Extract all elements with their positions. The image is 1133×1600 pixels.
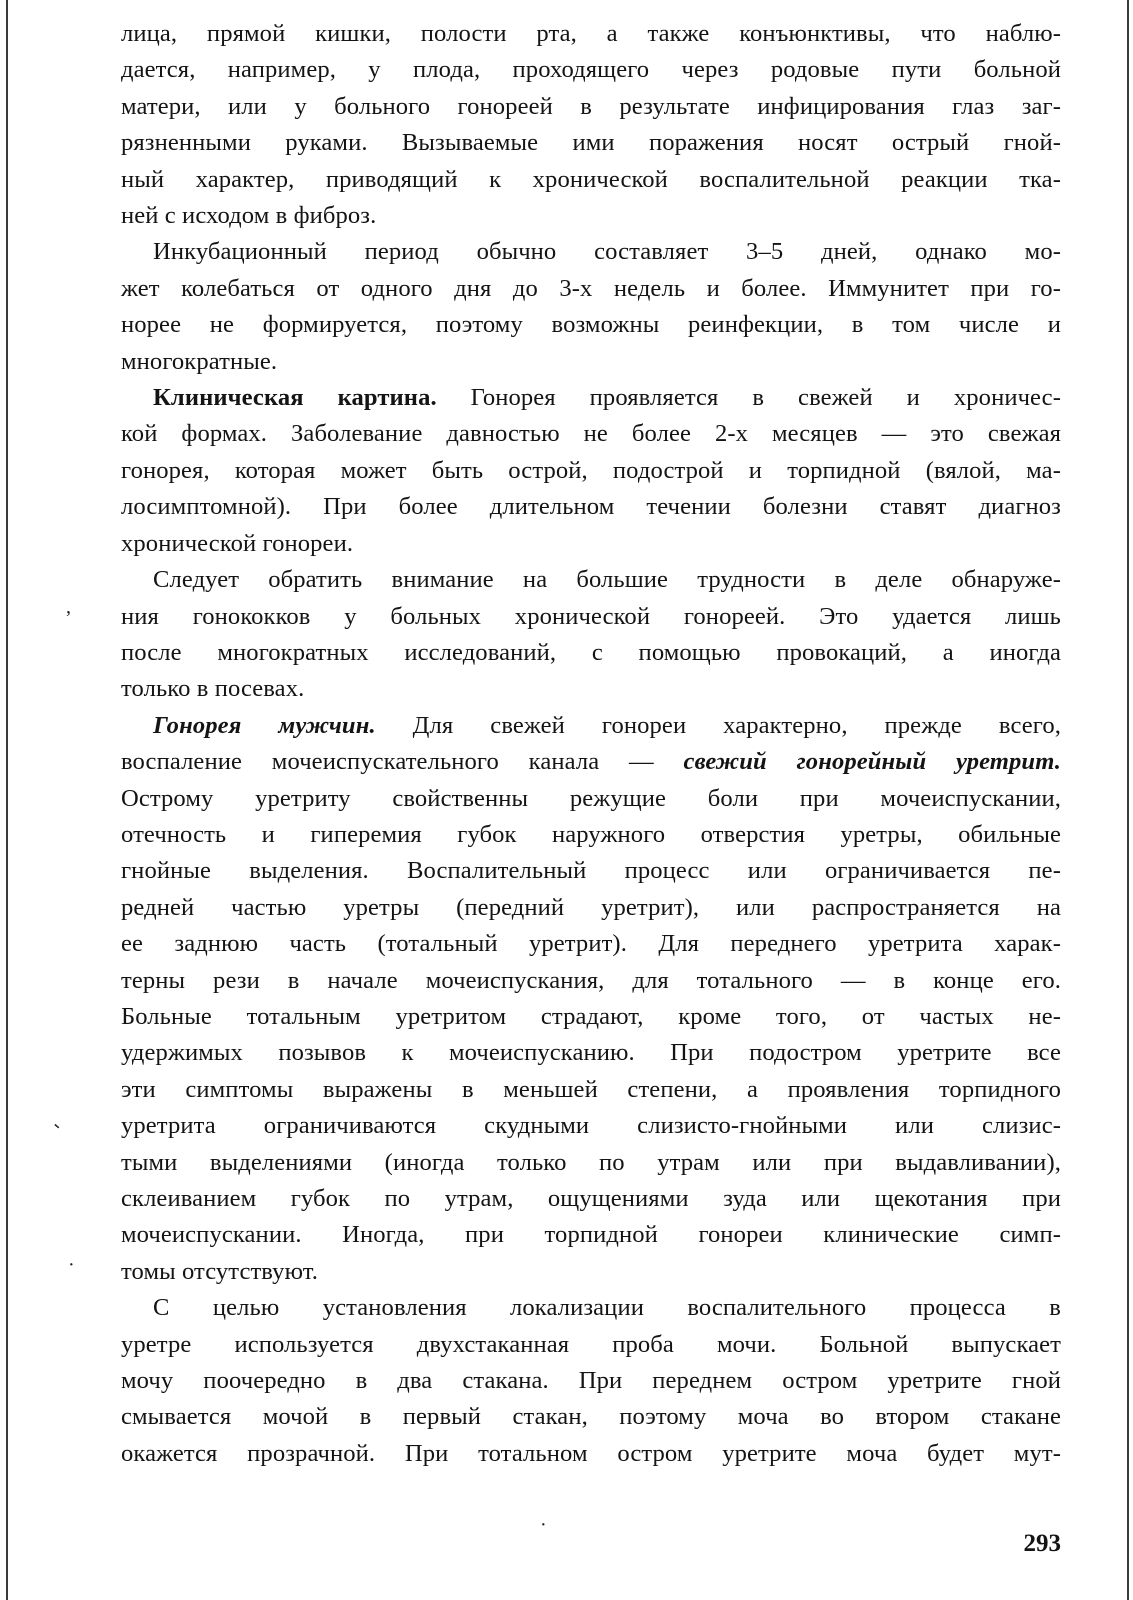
text-fragment: Гонорея проявляется в свежей и хроничес-: [436, 384, 1061, 412]
page-border-right: [1127, 0, 1129, 1600]
page-number: 293: [1023, 1530, 1061, 1557]
term-fresh-urethritis: свежий гонорейный уретрит.: [683, 748, 1061, 776]
text-line: лосимптомной). При более длительном течении болезни ставят диагноз: [121, 493, 1061, 521]
text-line: только в посевах.: [121, 675, 305, 703]
text-line: тыми выделениями (иногда только по утрам или при выдавливании),: [121, 1148, 1061, 1176]
text-line: склеиванием губок по утрам, ощущениями зуда или щекотания при: [121, 1185, 1061, 1212]
text-line: эти симптомы выражены в меньшей степени, а проявления торпидного: [121, 1075, 1061, 1103]
text-line: гнойные выделения. Воспалительный процесс или ограничивается пе-: [121, 857, 1061, 885]
text-line: после многократных исследований, с помощью провокаций, а иногда: [121, 638, 1061, 666]
text-line: дается, например, у плода, проходящего через родовые пути больной: [121, 56, 1061, 84]
text-line: удержимых позывов к мочеиспусканию. При подостром уретрите все: [121, 1039, 1061, 1067]
margin-mark: ·: [540, 1514, 547, 1536]
text-line: ней с исходом в фиброз.: [121, 202, 377, 230]
text-line: гонорея, которая может быть острой, подострой и торпидной (вялой, ма-: [121, 456, 1061, 484]
text-line: отечность и гиперемия губок наружного отверстия уретры, обильные: [121, 820, 1061, 848]
page-border-left: [6, 0, 8, 1600]
text-line: хронической гонореи.: [121, 529, 354, 557]
text-line: кой формах. Заболевание давностью не более 2-х месяцев — это свежая: [121, 420, 1061, 448]
margin-mark: ,: [66, 596, 71, 618]
text-line: окажется прозрачной. При тотальном остром уретрите моча будет мут-: [121, 1439, 1061, 1467]
text-line: рязненными руками. Вызываемые ими поражения носят острый гной-: [121, 129, 1061, 157]
text-line: ный характер, приводящий к хронической воспалительной реакции тка-: [121, 165, 1061, 193]
text-line: Острому уретриту свойственны режущие боли при мочеиспускании,: [121, 784, 1061, 812]
text-fragment: Для свежей гонореи характерно, прежде всего,: [375, 711, 1062, 739]
text-line: ния гонококков у больных хронической гонореей. Это удается лишь: [121, 602, 1061, 630]
text-line: лица, прямой кишки, полости рта, а также конъюнктивы, что наблю-: [121, 20, 1061, 47]
text-line: терны рези в начале мочеиспускания, для тотального — в конце его.: [121, 966, 1061, 994]
text-line: Следует обратить внимание на большие трудности в деле обнаруже-: [153, 566, 1061, 594]
margin-mark: ·: [68, 1254, 75, 1276]
text-line: мочу поочередно в два стакана. При переднем остром уретрите гной: [121, 1367, 1061, 1395]
text-line: ее заднюю часть (тотальный уретрит). Для переднего уретрита харак-: [121, 930, 1061, 958]
text-line: Больные тотальным уретритом страдают, кроме того, от частых не-: [121, 1002, 1061, 1030]
text-line: редней частью уретры (передний уретрит), или распространяется на: [121, 893, 1061, 921]
heading-male-gonorrhea: Гонорея мужчин.: [153, 711, 376, 739]
text-line: [121, 708, 1061, 744]
text-line: С целью установления локализации воспалительного процесса в: [153, 1294, 1061, 1322]
text-line: мочеиспускании. Иногда, при торпидной гонореи клинические симп-: [121, 1221, 1061, 1249]
text-line: [121, 744, 1061, 780]
text-line: смывается мочой в первый стакан, поэтому моча во втором стакане: [121, 1403, 1061, 1431]
text-line: Инкубационный период обычно составляет 3–5 дней, однако мо-: [153, 238, 1061, 266]
text-line: томы отсутствуют.: [121, 1257, 318, 1285]
text-fragment: воспаление мочеиспускательного канала —: [121, 748, 684, 776]
heading-clinical-picture: Клиническая картина.: [153, 384, 437, 412]
text-line: норее не формируется, поэтому возможны реинфекции, в том числе и: [121, 311, 1061, 339]
body-text: [121, 16, 1061, 1472]
margin-mark: -: [48, 1114, 68, 1136]
text-line: [121, 380, 1061, 416]
text-line: многократные.: [121, 347, 278, 375]
text-line: уретре используется двухстаканная проба мочи. Больной выпускает: [121, 1330, 1061, 1358]
text-line: жет колебаться от одного дня до 3-х недель и более. Иммунитет при го-: [121, 274, 1061, 302]
text-line: уретрита ограничиваются скудными слизисто-гнойными или слизис-: [121, 1112, 1061, 1140]
text-line: матери, или у больного гонореей в результате инфицирования глаз заг-: [121, 92, 1061, 120]
